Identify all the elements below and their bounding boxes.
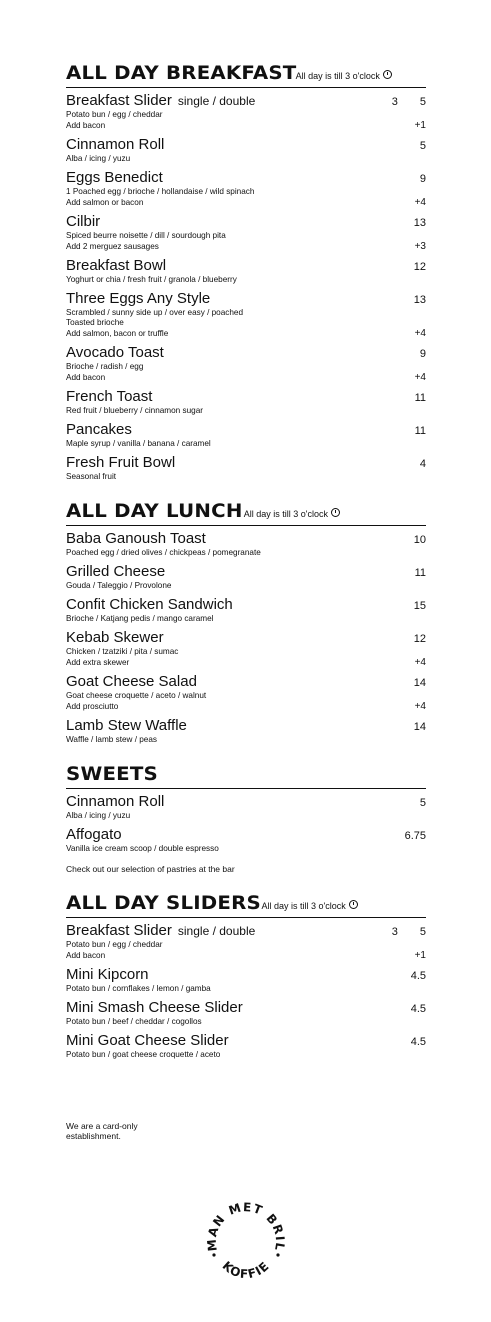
item-price: 11: [414, 392, 426, 404]
section-title: ALL DAY BREAKFAST: [66, 62, 297, 84]
item-description: Goat cheese croquette / aceto / walnut: [66, 691, 207, 700]
item-price: 5: [419, 140, 426, 152]
section-note: All day is till 3 o'clock: [243, 509, 329, 519]
item-description: Spiced beurre noisette / dill / sourdough pita: [66, 231, 226, 240]
item-row: [66, 1032, 426, 1050]
item-extra: [66, 197, 426, 208]
item-price: 5: [419, 96, 426, 108]
menu: [66, 62, 426, 1078]
item-price: 10: [413, 534, 426, 546]
extra-label: Add bacon: [66, 373, 106, 382]
item-price: 14: [413, 677, 426, 689]
item-title: [66, 922, 255, 940]
menu-item: [66, 563, 426, 591]
section-title: ALL DAY SLIDERS: [66, 892, 261, 914]
item-title: [66, 530, 206, 548]
item-description: Vanilla ice cream scoop / double espresso: [66, 844, 219, 853]
item-name: Breakfast Slider: [66, 92, 172, 109]
item-prices: [392, 96, 426, 108]
item-row: [66, 169, 426, 187]
section-header: [66, 892, 426, 918]
item-title: [66, 717, 187, 735]
menu-item: [66, 92, 426, 131]
item-name: Cilbir: [66, 213, 101, 230]
section-header: [66, 62, 426, 88]
item-title: [66, 1032, 229, 1050]
item-price: 3: [391, 926, 398, 938]
item-name: Cinnamon Roll: [66, 793, 165, 810]
item-name: Fresh Fruit Bowl: [66, 454, 176, 471]
menu-item: [66, 966, 426, 994]
item-title: [66, 596, 233, 614]
section-title: ALL DAY LUNCH: [66, 500, 243, 522]
item-price: 4.5: [410, 970, 426, 982]
item-description: Chicken / tzatziki / pita / sumac: [66, 647, 179, 656]
item-description: Potato bun / beef / cheddar / cogollos: [66, 1017, 202, 1026]
item-title: [66, 826, 122, 844]
item-price: 4.5: [410, 1003, 426, 1015]
section-note: All day is till 3 o'clock: [261, 901, 346, 911]
item-row: [66, 454, 426, 472]
item-extra: [66, 950, 426, 961]
item-row: [66, 213, 426, 231]
extra-price: +4: [414, 328, 426, 339]
item-row: [66, 922, 426, 940]
extra-label: Add 2 merguez sausages: [66, 242, 159, 251]
menu-item: [66, 826, 426, 854]
item-title: [66, 136, 164, 154]
item-row: [66, 999, 426, 1017]
item-title: [66, 454, 175, 472]
item-title: [66, 999, 243, 1017]
item-row: [66, 826, 426, 844]
menu-item: [66, 213, 426, 252]
item-price: 13: [413, 217, 426, 229]
menu-item: [66, 629, 426, 668]
item-price: 14: [413, 721, 426, 733]
item-name: Avocado Toast: [66, 344, 164, 361]
card-only-note: We are a card-only establishment.: [66, 1121, 138, 1141]
item-price: 13: [413, 294, 426, 306]
menu-item: [66, 388, 426, 416]
extra-price: +3: [414, 241, 426, 252]
extra-price: +1: [414, 120, 426, 131]
item-row: [66, 290, 426, 308]
item-price: 12: [413, 261, 426, 273]
item-description: Brioche / Katjang pedis / mango caramel: [66, 614, 214, 623]
item-description: Waffle / lamb stew / peas: [66, 735, 158, 744]
menu-item: [66, 290, 426, 339]
menu-item: [66, 922, 426, 961]
item-description: Brioche / radish / egg: [66, 362, 144, 371]
extra-price: +4: [414, 372, 426, 383]
menu-item: [66, 421, 426, 449]
item-price: 9: [419, 173, 426, 185]
item-description: Potato bun / egg / cheddar: [66, 110, 163, 119]
item-extra: [66, 701, 426, 712]
item-row: [66, 344, 426, 362]
item-name: Mini Smash Cheese Slider: [66, 999, 243, 1016]
section-note: All day is till 3 o'clock: [295, 71, 380, 81]
clock-icon: [349, 900, 358, 909]
menu-item: [66, 169, 426, 208]
item-title: [66, 213, 100, 231]
item-row: [66, 421, 426, 439]
item-price: 6.75: [404, 830, 426, 842]
item-description: 1 Poached egg / brioche / hollandaise / wild spinach: [66, 187, 255, 196]
item-name: Pancakes: [66, 421, 132, 438]
item-title: [66, 421, 132, 439]
item-name: Mini Kipcorn: [66, 966, 149, 983]
item-title: [66, 673, 197, 691]
menu-item: [66, 454, 426, 482]
item-price: 15: [413, 600, 426, 612]
menu-item: [66, 999, 426, 1027]
extra-price: +4: [414, 701, 426, 712]
item-variant: single / double: [177, 924, 256, 938]
item-row: [66, 673, 426, 691]
item-row: [66, 793, 426, 811]
item-description: Seasonal fruit: [66, 472, 117, 481]
item-description: Red fruit / blueberry / cinnamon sugar: [66, 406, 203, 415]
item-row: [66, 966, 426, 984]
item-description: Gouda / Taleggio / Provolone: [66, 581, 172, 590]
menu-section: [66, 892, 426, 1060]
menu-section: [66, 62, 426, 482]
item-description: Scrambled / sunny side up / over easy / poached: [66, 308, 244, 317]
item-title: [66, 169, 163, 187]
item-title: [66, 966, 149, 984]
item-description: Maple syrup / vanilla / banana / caramel: [66, 439, 211, 448]
item-row: [66, 596, 426, 614]
item-extra: [66, 657, 426, 668]
item-row: [66, 629, 426, 647]
extra-price: +1: [414, 950, 426, 961]
item-name: Baba Ganoush Toast: [66, 530, 206, 547]
menu-item: [66, 717, 426, 745]
item-row: [66, 92, 426, 110]
item-row: [66, 388, 426, 406]
item-title: [66, 629, 164, 647]
menu-section: [66, 763, 426, 874]
item-variant: single / double: [177, 94, 256, 108]
item-row: [66, 136, 426, 154]
item-price: 11: [414, 425, 426, 437]
item-description: Alba / icing / yuzu: [66, 154, 131, 163]
menu-item: [66, 596, 426, 624]
item-name: Kebab Skewer: [66, 629, 164, 646]
item-price: 4: [419, 458, 426, 470]
logo-bottom-text: KOFFIE: [219, 1258, 273, 1282]
item-title: [66, 793, 164, 811]
section-footnote: Check out our selection of pastries at the bar: [66, 864, 235, 874]
item-description: Potato bun / cornflakes / lemon / gamba: [66, 984, 211, 993]
menu-item: [66, 1032, 426, 1060]
extra-label: Add bacon: [66, 951, 106, 960]
section-header: [66, 500, 426, 526]
item-price: 11: [414, 567, 426, 579]
menu-item: [66, 136, 426, 164]
item-name: Grilled Cheese: [66, 563, 166, 580]
item-title: [66, 290, 210, 308]
item-price: 4.5: [410, 1036, 426, 1048]
man-met-bril-logo: [201, 1197, 291, 1287]
item-extra: [66, 120, 426, 131]
clock-icon: [383, 70, 392, 79]
item-name: Mini Goat Cheese Slider: [66, 1032, 229, 1049]
extra-price: +4: [414, 657, 426, 668]
extra-label: Add extra skewer: [66, 658, 130, 667]
item-row: [66, 563, 426, 581]
extra-label: Add bacon: [66, 121, 106, 130]
item-name: Eggs Benedict: [66, 169, 163, 186]
item-name: French Toast: [66, 388, 153, 405]
extra-label: Add prosciutto: [66, 702, 119, 711]
item-prices: [392, 926, 426, 938]
menu-section: [66, 500, 426, 745]
item-name: Goat Cheese Salad: [66, 673, 197, 690]
item-title: [66, 257, 166, 275]
item-description: Potato bun / egg / cheddar: [66, 940, 163, 949]
item-description: Poached egg / dried olives / chickpeas / pomegranate: [66, 548, 261, 557]
item-title: [66, 92, 255, 110]
item-price: 9: [419, 348, 426, 360]
logo-top-text: MAN MET BRIL: [204, 1200, 288, 1253]
item-price: 5: [419, 797, 426, 809]
extra-label: Add salmon, bacon or truffle: [66, 329, 169, 338]
item-title: [66, 344, 164, 362]
item-row: [66, 257, 426, 275]
item-description: Alba / icing / yuzu: [66, 811, 131, 820]
extra-label: Add salmon or bacon: [66, 198, 144, 207]
item-row: [66, 717, 426, 735]
menu-item: [66, 793, 426, 821]
item-name: Breakfast Bowl: [66, 257, 167, 274]
item-title: [66, 563, 165, 581]
clock-icon: [331, 508, 340, 517]
section-header: [66, 763, 426, 789]
section-title: SWEETS: [66, 763, 158, 785]
item-description: Yoghurt or chia / fresh fruit / granola / blueberry: [66, 275, 237, 284]
menu-item: [66, 673, 426, 712]
menu-item: [66, 344, 426, 383]
item-description: Toasted brioche: [66, 318, 124, 327]
item-name: Cinnamon Roll: [66, 136, 165, 153]
item-row: [66, 530, 426, 548]
item-name: Breakfast Slider: [66, 922, 172, 939]
item-price: 3: [391, 96, 398, 108]
extra-price: +4: [414, 197, 426, 208]
item-price: 12: [413, 633, 426, 645]
menu-item: [66, 530, 426, 558]
item-name: Lamb Stew Waffle: [66, 717, 187, 734]
item-name: Affogato: [66, 826, 122, 843]
item-title: [66, 388, 152, 406]
item-description: Potato bun / goat cheese croquette / aceto: [66, 1050, 221, 1059]
item-name: Confit Chicken Sandwich: [66, 596, 233, 613]
item-extra: [66, 241, 426, 252]
item-price: 5: [419, 926, 426, 938]
menu-item: [66, 257, 426, 285]
item-extra: [66, 328, 426, 339]
item-extra: [66, 372, 426, 383]
item-name: Three Eggs Any Style: [66, 290, 211, 307]
